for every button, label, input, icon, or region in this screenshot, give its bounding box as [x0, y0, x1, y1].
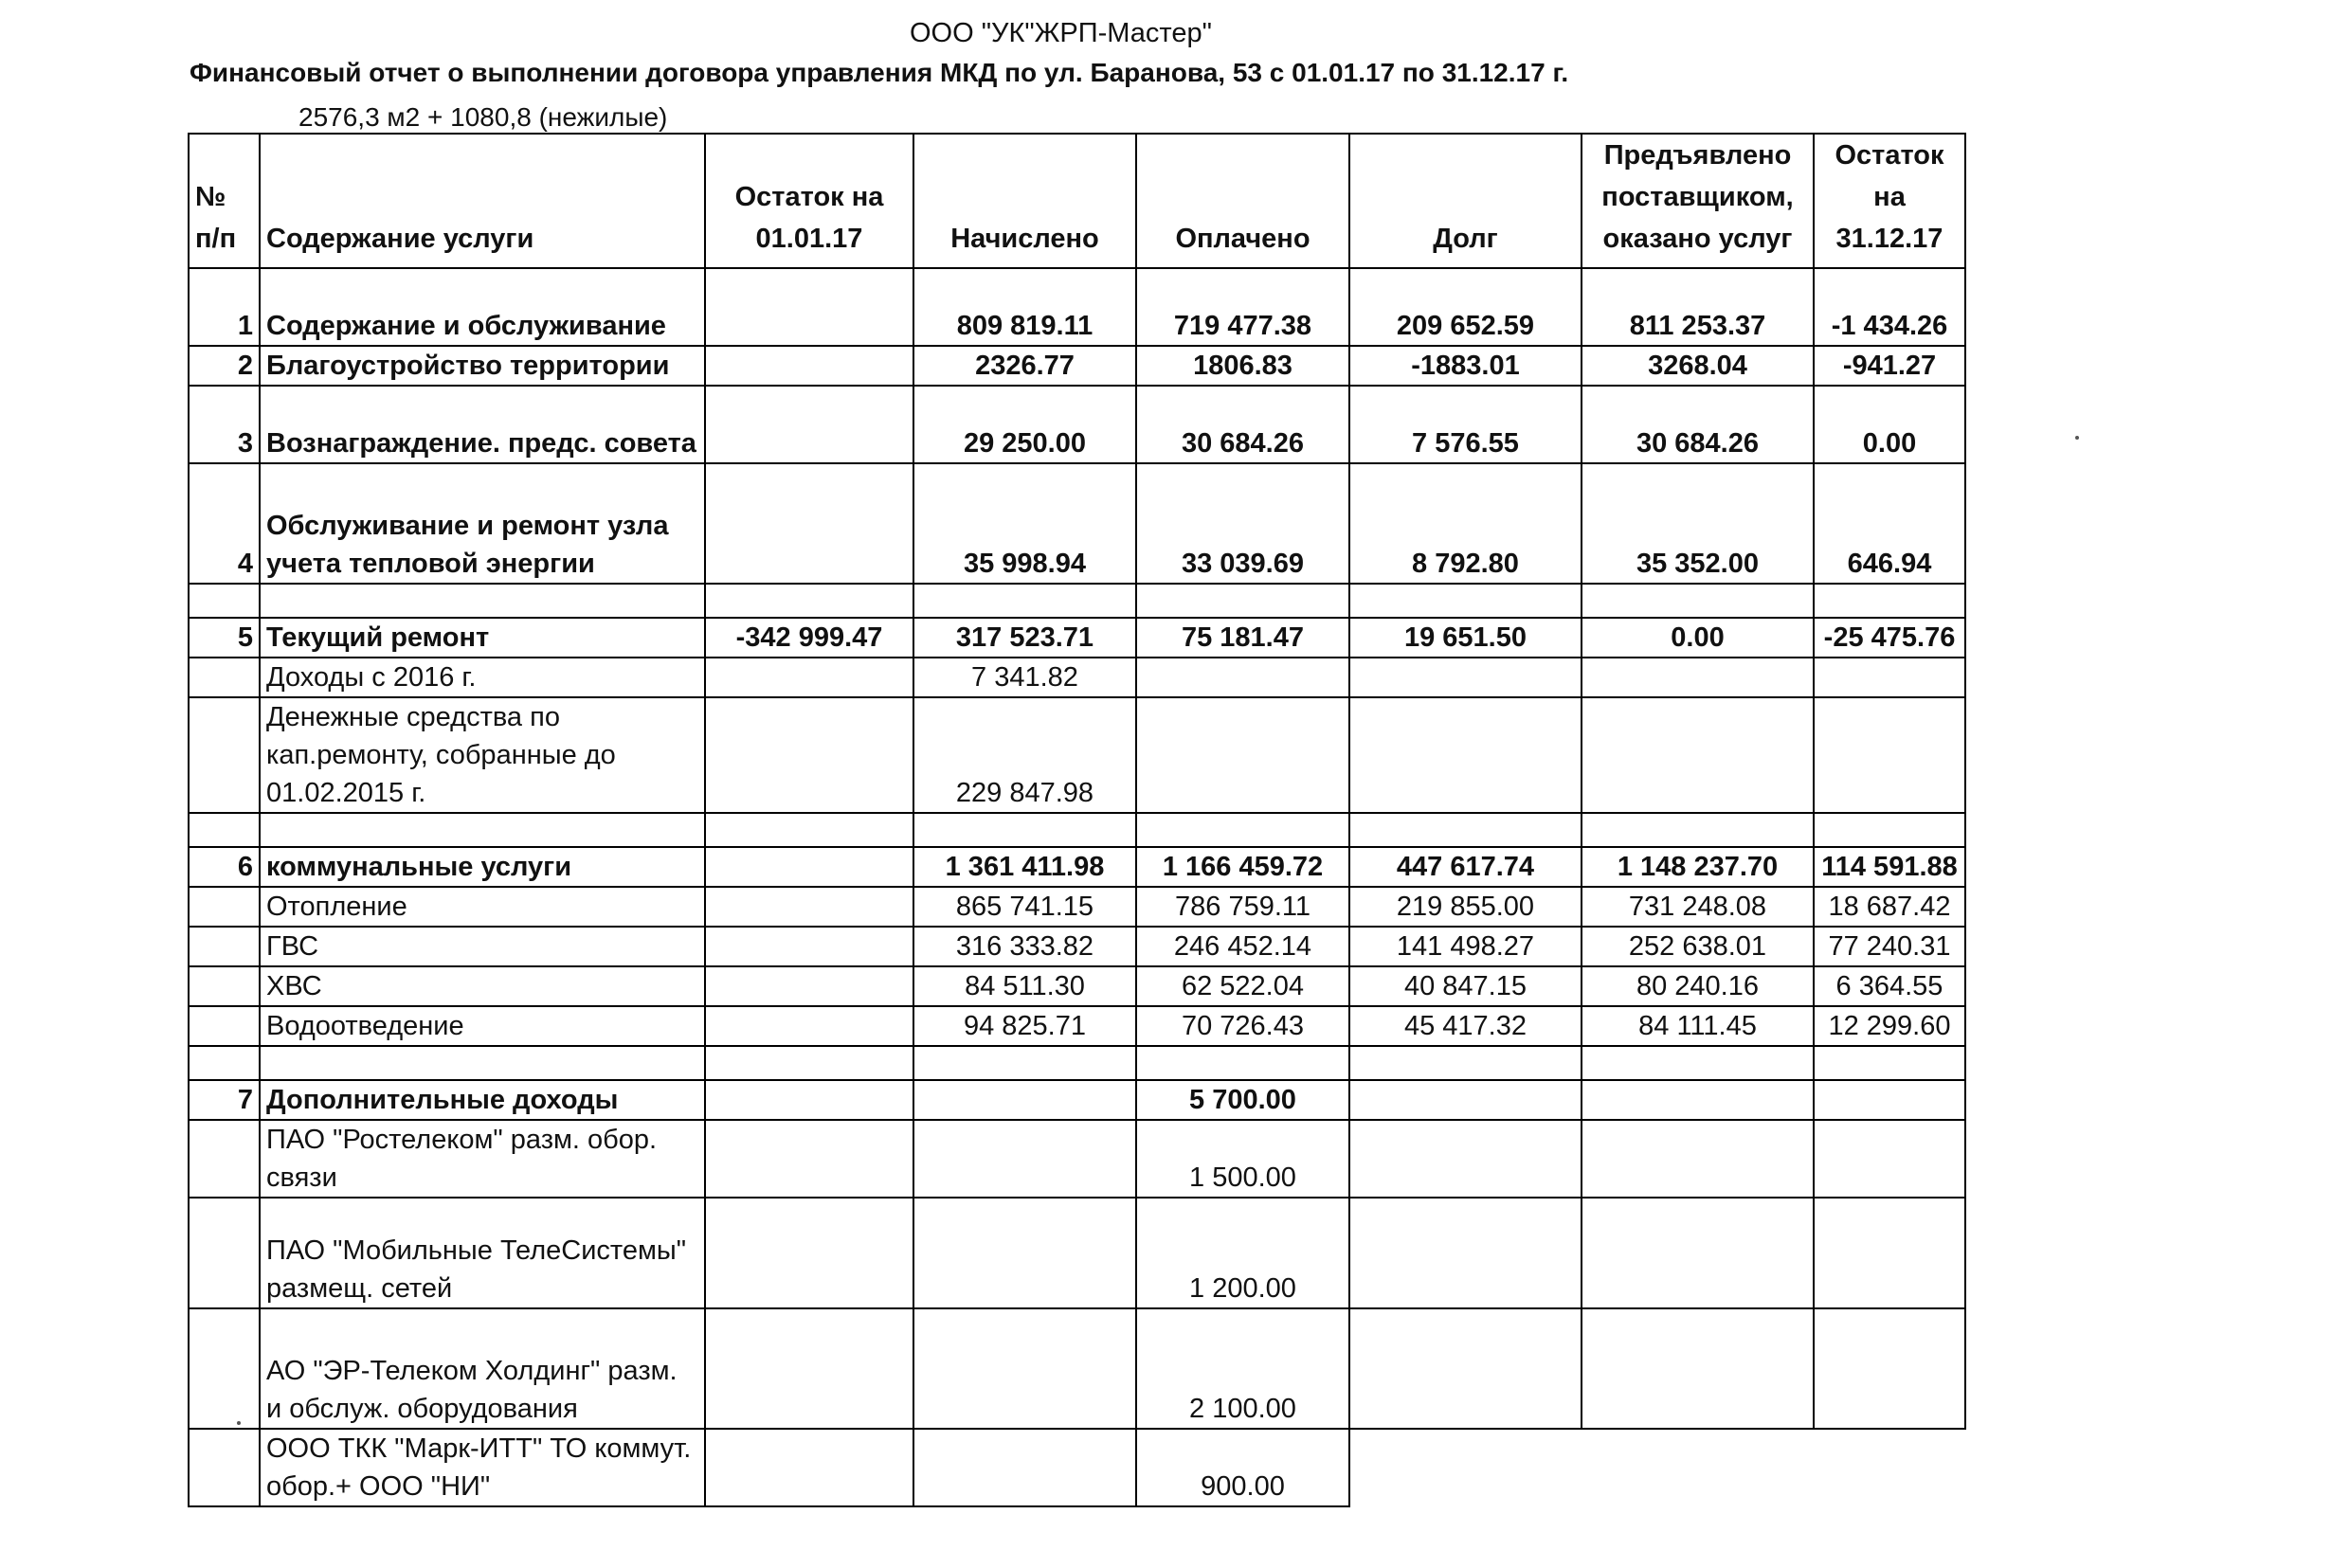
empty-cell — [1582, 1198, 1814, 1308]
table-row — [189, 618, 1965, 658]
cell-service: Отопление — [260, 887, 705, 927]
cell-service: Вознаграждение. предс. совета — [260, 386, 705, 463]
scan-speck — [237, 1421, 241, 1425]
cell-supplier: 1 148 237.70 — [1582, 847, 1814, 887]
empty-cell — [705, 584, 913, 618]
cell-service: Водоотведение — [260, 1006, 705, 1046]
cell-no: 7 — [189, 1080, 260, 1120]
empty-cell — [1349, 1080, 1582, 1120]
col-balance-end-header: Остаток на 31.12.17 — [1814, 134, 1965, 268]
empty-cell — [1814, 1198, 1965, 1308]
cell-service: ООО ТКК "Марк-ИТТ" ТО коммут. обор.+ ООО "НИ" — [260, 1429, 705, 1506]
table-row — [189, 346, 1965, 386]
empty-cell — [260, 1046, 705, 1080]
spacer-row — [189, 584, 1965, 618]
cell-service: АО "ЭР-Телеком Холдинг" разм. и обслуж. оборудования — [260, 1308, 705, 1429]
cell-service: Дополнительные доходы — [260, 1080, 705, 1120]
cell-service: Доходы с 2016 г. — [260, 658, 705, 697]
cell-charged: 1 361 411.98 — [913, 847, 1136, 887]
empty-cell — [913, 1046, 1136, 1080]
cell-no: 2 — [189, 346, 260, 386]
cell-paid: 2 100.00 — [1136, 1308, 1349, 1429]
cell-balance-start — [705, 386, 913, 463]
empty-cell — [1814, 584, 1965, 618]
cell-no — [189, 927, 260, 966]
cell-no — [189, 1429, 260, 1506]
empty-cell — [1582, 1120, 1814, 1198]
col-charged-header: Начислено — [913, 134, 1136, 268]
spacer-row — [189, 1046, 1965, 1080]
empty-cell — [1349, 1308, 1582, 1429]
table-row — [189, 463, 1965, 584]
cell-charged: 809 819.11 — [913, 268, 1136, 346]
cell-paid: 62 522.04 — [1136, 966, 1349, 1006]
cell-supplier: 30 684.26 — [1582, 386, 1814, 463]
header-row — [189, 134, 1965, 268]
col-debt-header: Долг — [1349, 134, 1582, 268]
cell-charged: 94 825.71 — [913, 1006, 1136, 1046]
empty-cell — [705, 966, 913, 1006]
cell-service: Благоустройство территории — [260, 346, 705, 386]
financial-report-table — [188, 133, 1966, 1507]
table-row — [189, 847, 1965, 887]
empty-cell — [705, 1006, 913, 1046]
empty-cell — [705, 1429, 913, 1506]
spacer-row — [189, 813, 1965, 847]
empty-cell — [1814, 1308, 1965, 1429]
cell-charged: 84 511.30 — [913, 966, 1136, 1006]
col-paid-header: Оплачено — [1136, 134, 1349, 268]
cell-debt: 209 652.59 — [1349, 268, 1582, 346]
cell-balance-start — [705, 463, 913, 584]
cell-no: 1 — [189, 268, 260, 346]
report-title: Финансовый отчет о выполнении договора управления МКД по ул. Баранова, 53 с 01.01.17 по 31.12.17 г. — [190, 58, 1569, 87]
empty-cell — [1582, 658, 1814, 697]
empty-cell — [260, 813, 705, 847]
cell-balance-end: 12 299.60 — [1814, 1006, 1965, 1046]
table-row — [189, 1429, 1965, 1506]
empty-cell — [1349, 1120, 1582, 1198]
cell-paid: 75 181.47 — [1136, 618, 1349, 658]
empty-cell — [705, 927, 913, 966]
cell-balance-end: 77 240.31 — [1814, 927, 1965, 966]
cell-balance-end: 646.94 — [1814, 463, 1965, 584]
empty-cell — [705, 1120, 913, 1198]
cell-balance-start: -342 999.47 — [705, 618, 913, 658]
cell-no — [189, 1006, 260, 1046]
empty-cell — [1136, 697, 1349, 813]
table-row — [189, 887, 1965, 927]
cell-service: Денежные средства по кап.ремонту, собранные до 01.02.2015 г. — [260, 697, 705, 813]
empty-cell — [1349, 813, 1582, 847]
empty-cell — [1349, 658, 1582, 697]
table-row — [189, 268, 1965, 346]
empty-cell — [705, 1308, 913, 1429]
empty-cell — [260, 584, 705, 618]
cell-service: ПАО "Ростелеком" разм. обор. связи — [260, 1120, 705, 1198]
cell-paid: 70 726.43 — [1136, 1006, 1349, 1046]
cell-balance-start — [705, 847, 913, 887]
empty-cell — [1349, 584, 1582, 618]
empty-cell — [1814, 813, 1965, 847]
empty-cell — [1136, 658, 1349, 697]
cell-supplier: 252 638.01 — [1582, 927, 1814, 966]
empty-cell — [1136, 813, 1349, 847]
cell-no — [189, 1308, 260, 1429]
cell-debt: 8 792.80 — [1349, 463, 1582, 584]
cell-supplier: 84 111.45 — [1582, 1006, 1814, 1046]
cell-no: 6 — [189, 847, 260, 887]
empty-cell — [913, 1429, 1136, 1506]
empty-cell — [1136, 1046, 1349, 1080]
cell-balance-end: -1 434.26 — [1814, 268, 1965, 346]
cell-paid: 1 166 459.72 — [1136, 847, 1349, 887]
cell-debt: -1883.01 — [1349, 346, 1582, 386]
empty-cell — [1136, 584, 1349, 618]
cell-service: Содержание и обслуживание — [260, 268, 705, 346]
table-row — [189, 1198, 1965, 1308]
cell-no — [189, 1120, 260, 1198]
cell-no — [189, 658, 260, 697]
cell-balance-end: 114 591.88 — [1814, 847, 1965, 887]
cell-paid: 1806.83 — [1136, 346, 1349, 386]
empty-cell — [1814, 697, 1965, 813]
empty-cell — [705, 813, 913, 847]
cell-debt: 40 847.15 — [1349, 966, 1582, 1006]
empty-cell — [913, 1120, 1136, 1198]
empty-cell — [1814, 1120, 1965, 1198]
cell-balance-end: -25 475.76 — [1814, 618, 1965, 658]
cell-charged: 35 998.94 — [913, 463, 1136, 584]
cell-paid: 786 759.11 — [1136, 887, 1349, 927]
empty-cell — [1814, 1080, 1965, 1120]
area-note: 2576,3 м2 + 1080,8 (нежилые) — [298, 102, 668, 132]
empty-cell — [1582, 1080, 1814, 1120]
table-row — [189, 927, 1965, 966]
col-service-header: Содержание услуги — [260, 134, 705, 268]
cell-paid: 5 700.00 — [1136, 1080, 1349, 1120]
cell-supplier: 731 248.08 — [1582, 887, 1814, 927]
empty-cell — [913, 813, 1136, 847]
table-row — [189, 658, 1965, 697]
cell-balance-start — [705, 268, 913, 346]
cell-no: 3 — [189, 386, 260, 463]
empty-cell — [705, 1046, 913, 1080]
cell-balance-end: 18 687.42 — [1814, 887, 1965, 927]
cell-no — [189, 1198, 260, 1308]
cell-charged: 29 250.00 — [913, 386, 1136, 463]
empty-cell — [1349, 1046, 1582, 1080]
empty-cell — [1814, 658, 1965, 697]
company-name: ООО "УК"ЖРП-Мастер" — [910, 18, 1212, 48]
empty-cell — [1582, 584, 1814, 618]
cell-debt: 447 617.74 — [1349, 847, 1582, 887]
cell-balance-end: 6 364.55 — [1814, 966, 1965, 1006]
empty-cell — [1582, 813, 1814, 847]
cell-paid: 30 684.26 — [1136, 386, 1349, 463]
empty-cell — [705, 697, 913, 813]
col-balance-start-header: Остаток на 01.01.17 — [705, 134, 913, 268]
cell-service: ГВС — [260, 927, 705, 966]
cell-supplier: 0.00 — [1582, 618, 1814, 658]
cell-paid: 1 500.00 — [1136, 1120, 1349, 1198]
empty-cell — [1349, 1198, 1582, 1308]
cell-charged: 317 523.71 — [913, 618, 1136, 658]
cell-paid: 719 477.38 — [1136, 268, 1349, 346]
empty-cell — [913, 1080, 1136, 1120]
cell-supplier: 35 352.00 — [1582, 463, 1814, 584]
cell-supplier: 80 240.16 — [1582, 966, 1814, 1006]
cell-debt: 45 417.32 — [1349, 1006, 1582, 1046]
cell-charged: 865 741.15 — [913, 887, 1136, 927]
empty-cell — [1582, 697, 1814, 813]
empty-cell — [189, 584, 260, 618]
empty-cell — [705, 1080, 913, 1120]
cell-service: коммунальные услуги — [260, 847, 705, 887]
cell-service: ПАО "Мобильные ТелеСистемы" размещ. сетей — [260, 1198, 705, 1308]
empty-cell — [913, 1308, 1136, 1429]
cell-service: Текущий ремонт — [260, 618, 705, 658]
cell-supplier: 811 253.37 — [1582, 268, 1814, 346]
cell-no: 5 — [189, 618, 260, 658]
cell-charged: 2326.77 — [913, 346, 1136, 386]
cell-no — [189, 697, 260, 813]
cell-no — [189, 887, 260, 927]
table-row — [189, 966, 1965, 1006]
empty-cell — [189, 813, 260, 847]
cell-paid: 33 039.69 — [1136, 463, 1349, 584]
cell-service: ХВС — [260, 966, 705, 1006]
empty-cell — [1814, 1046, 1965, 1080]
empty-cell — [913, 1198, 1136, 1308]
table-row — [189, 1120, 1965, 1198]
cell-no: 4 — [189, 463, 260, 584]
empty-cell — [705, 887, 913, 927]
cell-charged: 229 847.98 — [913, 697, 1136, 813]
cell-debt: 19 651.50 — [1349, 618, 1582, 658]
empty-cell — [1349, 697, 1582, 813]
cell-debt: 7 576.55 — [1349, 386, 1582, 463]
cell-debt: 141 498.27 — [1349, 927, 1582, 966]
table-row — [189, 1308, 1965, 1429]
cell-service: Обслуживание и ремонт узла учета тепловой энергии — [260, 463, 705, 584]
cell-paid: 900.00 — [1136, 1429, 1349, 1506]
cell-paid: 1 200.00 — [1136, 1198, 1349, 1308]
cell-debt: 219 855.00 — [1349, 887, 1582, 927]
empty-cell — [705, 658, 913, 697]
cell-no — [189, 966, 260, 1006]
col-supplier-header: Предъявлено поставщиком, оказано услуг — [1582, 134, 1814, 268]
cell-balance-end: 0.00 — [1814, 386, 1965, 463]
empty-cell — [1582, 1046, 1814, 1080]
table-row — [189, 386, 1965, 463]
empty-cell — [705, 1198, 913, 1308]
empty-cell — [913, 584, 1136, 618]
cell-balance-start — [705, 346, 913, 386]
table-row — [189, 697, 1965, 813]
cell-supplier: 3268.04 — [1582, 346, 1814, 386]
cell-balance-end: -941.27 — [1814, 346, 1965, 386]
scan-speck — [2075, 436, 2079, 440]
table-row — [189, 1006, 1965, 1046]
cell-paid: 246 452.14 — [1136, 927, 1349, 966]
table-row — [189, 1080, 1965, 1120]
col-no-header: № п/п — [189, 134, 260, 268]
cell-charged: 7 341.82 — [913, 658, 1136, 697]
cell-charged: 316 333.82 — [913, 927, 1136, 966]
empty-cell — [189, 1046, 260, 1080]
empty-cell — [1582, 1308, 1814, 1429]
